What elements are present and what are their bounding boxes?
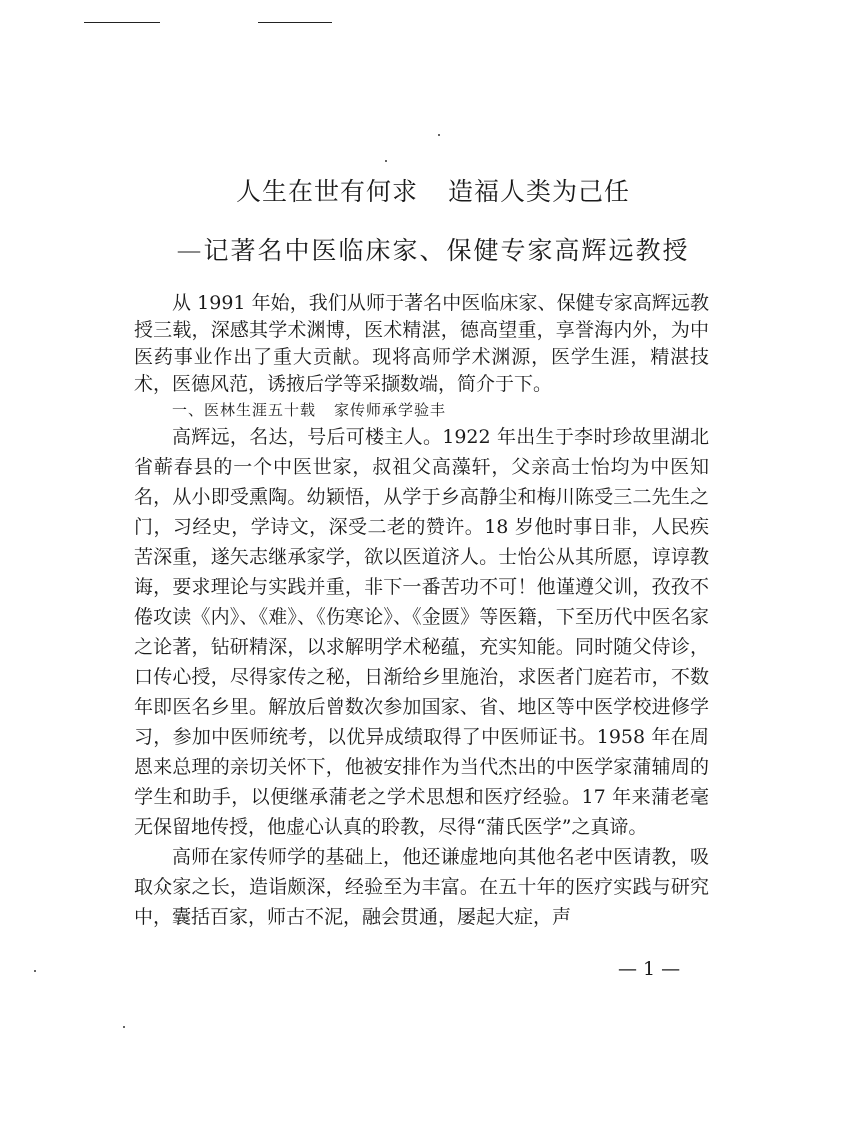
top-rule-left [84, 22, 160, 23]
section-heading [134, 398, 709, 422]
biography-paragraph: 高辉远，名达，号后可楼主人。1922 年出生于李时珍故里湖北省蕲春县的一个中医世家，叔祖父高藻轩，父亲高士怡均为中医知名，从小即受熏陶。幼颖悟，从学于乡高静尘和梅川陈受三二先生之门，习经史，学诗文，深受二老的赞许。18 岁他时事日非，人民疾苦深重，遂矢志继承家学，欲以医道济人。士怡公从其所愿，谆谆教诲，要求理论与实践并重，非下一番苦功不可！他谨遵父训，孜孜不倦攻读《内》、《难》、《伤寒论》、《金匮》等医籍，下至历代中医名家之论著，钻研精深，以求解明学术秘蕴，充实知能。同时随父侍诊，口传心授，尽得家传之秘，日渐给乡里施治，求医者门庭若市，不数年即医名乡里。解放后曾数次参加国家、省、地区等中医学校进修学习，参加中医师统考，以优异成绩取得了中医师证书。1958 年在周恩来总理的亲切关怀下，他被安排作为当代杰出的中医学家蒲辅周的学生和助手，以便继承蒲老之学术思想和医疗经验。17 年来蒲老毫无保留地传授，他虚心认真的聆教，尽得“蒲氏医学”之真谛。 [134, 426, 709, 838]
continuation-paragraph: 高师在家传师学的基础上，他还谦虚地向其他名老中医请教，吸取众家之长，造诣颇深，经验至为丰富。在五十年的医疗实践与研究中，囊括百家，师古不泥，融会贯通，屡起大症，声 [134, 846, 709, 928]
article-body [134, 290, 709, 932]
title-part-1: 人生在世有何求 [235, 177, 418, 206]
page-number: — 1 — [618, 958, 681, 980]
section-heading-part-2: 家传师承学验丰 [334, 401, 447, 419]
section-heading-part-1: 一、医林生涯五十载 [172, 401, 317, 419]
scan-speck [438, 134, 440, 136]
title-part-2: 造福人类为己任 [448, 177, 631, 206]
article-title [0, 172, 866, 208]
top-rule-right [258, 22, 332, 23]
article-subtitle: —记著名中医临床家、保健专家高辉远教授 [176, 236, 690, 265]
intro-paragraph: 从 1991 年始，我们从师于著名中医临床家、保健专家高辉远教授三载，深感其学术渊博，医术精湛，德高望重，享誉海内外，为中医药事业作出了重大贡献。现将高师学术渊源，医学生涯，精湛技术，医德风范，诱掖后学等采撷数端，简介于下。 [134, 292, 709, 395]
scan-speck [34, 970, 36, 972]
scan-speck [385, 160, 387, 162]
scan-speck [123, 1026, 125, 1028]
